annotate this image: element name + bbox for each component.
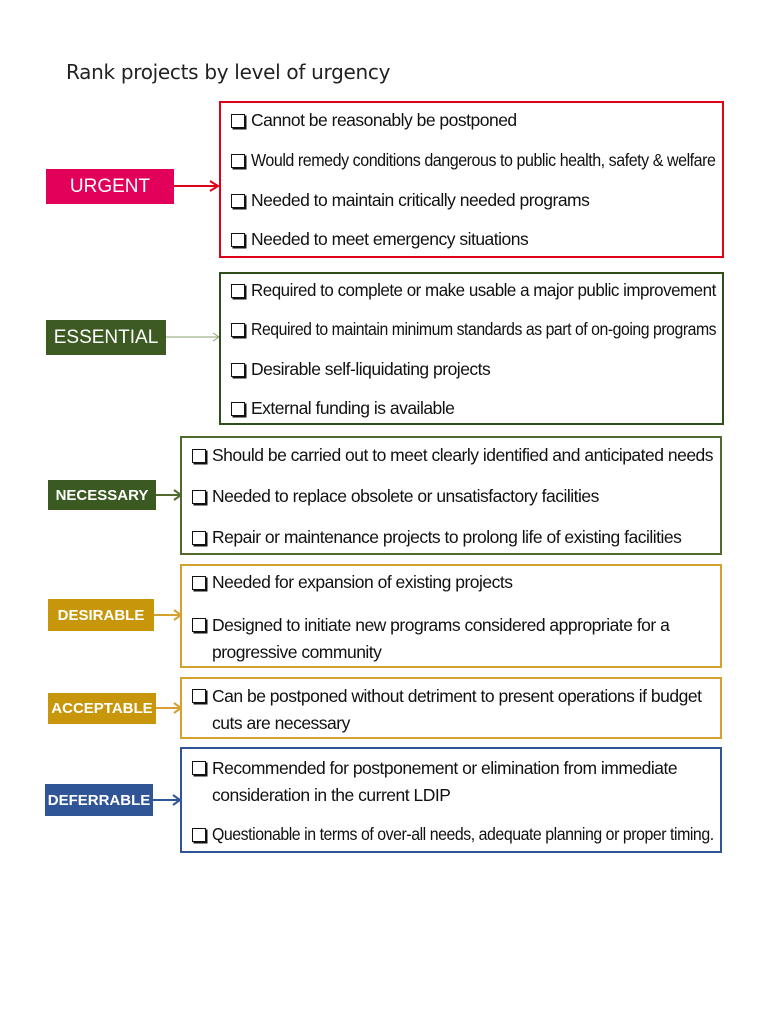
desirable-criterion: Needed for expansion of existing projects xyxy=(190,570,714,595)
acceptable-criterion: Can be postponed without detriment to present operations if budget cuts are necessary xyxy=(190,683,714,737)
urgent-criterion: Would remedy conditions dangerous to public health, safety & welfare xyxy=(229,148,716,173)
checkbox-icon xyxy=(192,576,206,590)
deferrable-criterion: Recommended for postponement or elimination from immediate consideration in the current LDIP xyxy=(190,755,714,809)
necessary-criteria-box xyxy=(180,436,722,555)
page-title: Rank projects by level of urgency xyxy=(66,60,391,84)
acceptable-criteria-box xyxy=(180,677,722,739)
essential-criterion: External funding is available xyxy=(229,396,716,421)
checkbox-icon xyxy=(231,233,245,247)
checkbox-icon xyxy=(192,761,206,775)
checkbox-icon xyxy=(231,114,245,128)
checkbox-icon xyxy=(231,323,245,337)
essential-criterion: Desirable self-liquidating projects xyxy=(229,357,716,382)
desirable-criteria-box xyxy=(180,564,722,668)
checkbox-icon xyxy=(192,490,206,504)
urgent-criterion: Needed to meet emergency situations xyxy=(229,227,716,252)
necessary-label: NECESSARY xyxy=(48,480,156,510)
essential-label: ESSENTIAL xyxy=(46,320,166,355)
essential-criteria-box xyxy=(219,272,724,425)
necessary-criterion: Needed to replace obsolete or unsatisfactory facilities xyxy=(190,484,714,509)
checkbox-icon xyxy=(231,284,245,298)
essential-criterion: Required to complete or make usable a major public improvement xyxy=(229,278,716,303)
necessary-criterion: Should be carried out to meet clearly identified and anticipated needs xyxy=(190,443,714,468)
deferrable-criterion: Questionable in terms of over-all needs, adequate planning or proper timing. xyxy=(190,822,714,847)
urgent-arrow-icon xyxy=(174,179,224,193)
urgent-criterion: Cannot be reasonably be postponed xyxy=(229,108,716,133)
essential-arrow-icon xyxy=(166,330,222,344)
checkbox-icon xyxy=(231,363,245,377)
deferrable-arrow-icon xyxy=(153,793,183,807)
desirable-label: DESIRABLE xyxy=(48,599,154,631)
checkbox-icon xyxy=(231,402,245,416)
checkbox-icon xyxy=(231,154,245,168)
checkbox-icon xyxy=(192,449,206,463)
deferrable-label: DEFERRABLE xyxy=(45,784,153,816)
necessary-criterion: Repair or maintenance projects to prolong life of existing facilities xyxy=(190,525,714,550)
checkbox-icon xyxy=(192,689,206,703)
deferrable-criteria-box xyxy=(180,747,722,853)
urgent-criterion: Needed to maintain critically needed programs xyxy=(229,188,716,213)
urgent-label: URGENT xyxy=(46,169,174,204)
checkbox-icon xyxy=(192,531,206,545)
urgent-criteria-box xyxy=(219,101,724,258)
checkbox-icon xyxy=(231,194,245,208)
desirable-criterion: Designed to initiate new programs considered appropriate for a progressive community xyxy=(190,612,714,666)
acceptable-label: ACCEPTABLE xyxy=(48,693,156,724)
checkbox-icon xyxy=(192,618,206,632)
checkbox-icon xyxy=(192,828,206,842)
essential-criterion: Required to maintain minimum standards as part of on-going programs xyxy=(229,317,716,342)
